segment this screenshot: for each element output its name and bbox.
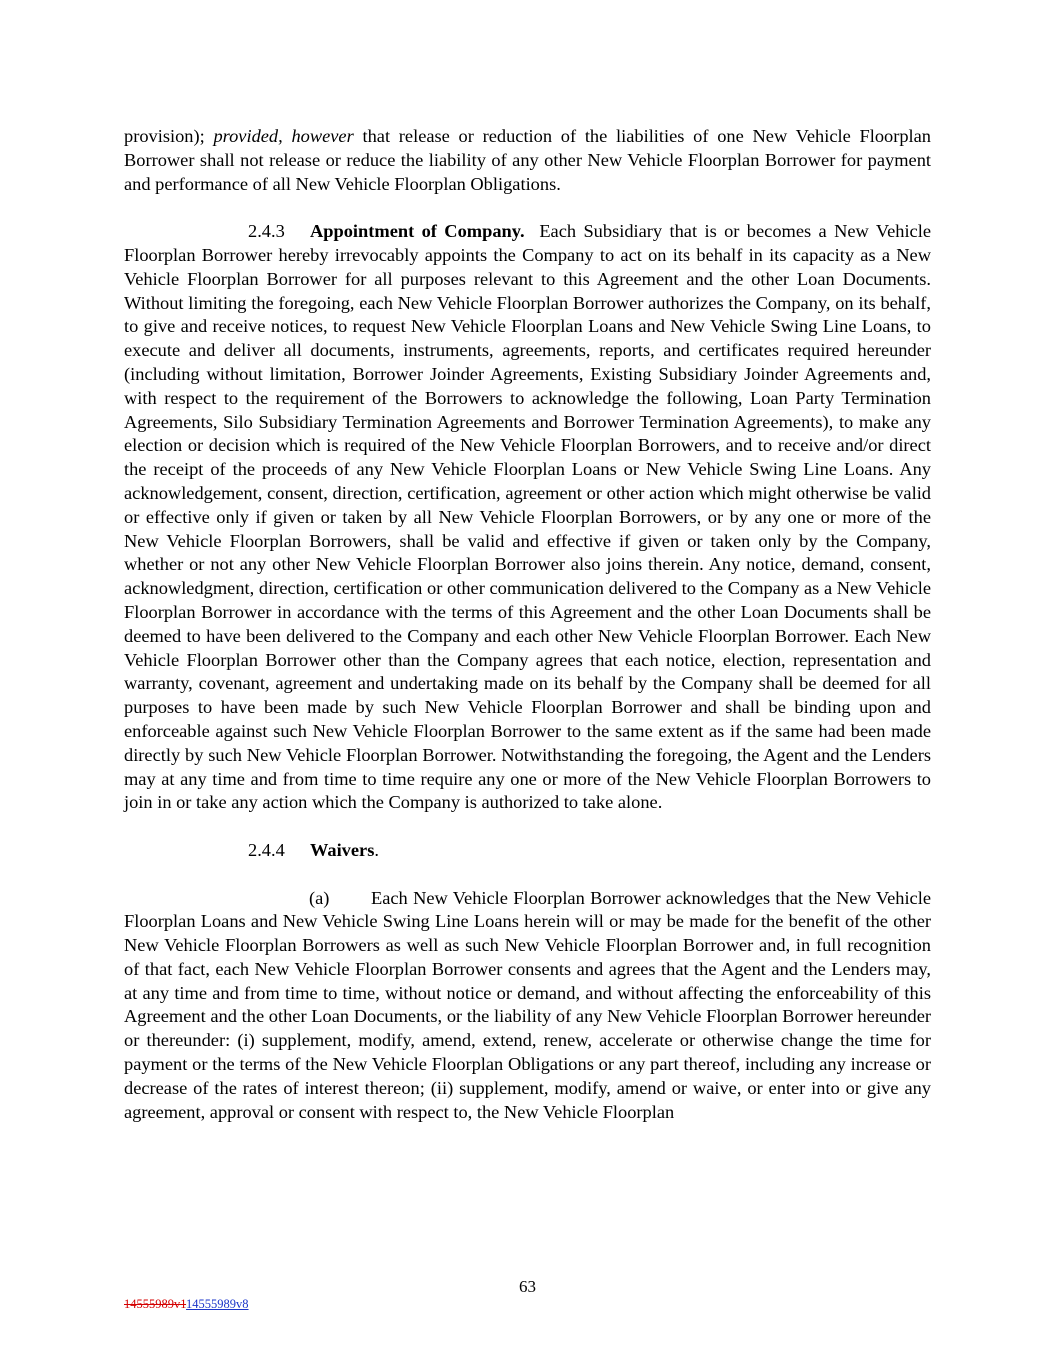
paragraph-text-post: that release or reduction of the liabilities of one New Vehicle Floorplan Borrower shall not release or reduce the liability of any other New Vehicle Floorplan Borrower for payment and performance of all New Vehicle Floorplan Obligations. <box>124 126 932 194</box>
section-number: 2.4.3 <box>248 221 285 242</box>
section-heading: Appointment of Company. <box>310 221 525 242</box>
subsection-body: Each New Vehicle Floorplan Borrower acknowledges that the New Vehicle Floorplan Loans and New Vehicle Swing Line Loans herein will or may be made for the benefit of the other New Vehicle Floorplan Borrowers as well as such New Vehicle Floorplan Borrower and, in full recognition of that fact, each New Vehicle Floorplan Borrower consents and agrees that the Agent and the Lenders may, at any time and from time to time, without notice or demand, and without affecting the enforceability of this Agreement and the other Loan Documents, or the liability of any New Vehicle Floorplan Borrower hereunder or thereunder: (i) supplement, modify, amend, extend, renew, accelerate or otherwise change the time for payment or the terms of the New Vehicle Floorplan Obligations or any part thereof, including any increase or decrease of the rates of interest thereon; (ii) supplement, modify, amend or waive, or enter into or give any agreement, approval or consent with respect to, the New Vehicle Floorplan <box>124 887 931 1122</box>
paragraph-text-pre: provision); <box>124 126 214 146</box>
section-2-4-3 <box>124 220 931 815</box>
subsection-a <box>124 887 931 1125</box>
document-id <box>124 1297 249 1312</box>
section-number: 2.4.4 <box>248 839 285 860</box>
subsection-label: (a) <box>309 887 330 908</box>
page-number: 63 <box>519 1277 536 1296</box>
paragraph-italic-proviso: provided, however <box>213 126 354 146</box>
paragraph-provision-continuation <box>124 125 931 196</box>
section-2-4-4 <box>124 839 931 863</box>
document-id-inserted: 14555989v8 <box>186 1297 249 1311</box>
section-body: Each Subsidiary that is or becomes a New Vehicle Floorplan Borrower hereby irrevocably appoints the Company to act on its behalf in its capacity as a New Vehicle Floorplan Borrower for all purposes relevant to this Agreement and the other Loan Documents. Without limiting the foregoing, each New Vehicle Floorplan Borrower authorizes the Company, on its behalf, to give and receive notices, to request New Vehicle Floorplan Loans and New Vehicle Swing Line Loans, to execute and deliver all documents, instruments, agreements, reports, and certificates required hereunder (including without limitation, Borrower Joinder Agreements, Existing Subsidiary Joinder Agreements and, with respect to the requirement of the Borrowers to acknowledge the following, Loan Party Termination Agreements, Silo Subsidiary Termination Agreements and Borrower Termination Agreements), to make any election or decision which is required of the New Vehicle Floorplan Borrowers, and to receive and/or direct the receipt of the proceeds of any New Vehicle Floorplan Loans or New Vehicle Swing Line Loans. Any acknowledgement, consent, direction, certification, agreement or other action which might otherwise be valid or effective only if given or taken by all New Vehicle Floorplan Borrowers, or by any one or more of the New Vehicle Floorplan Borrowers, shall be valid and effective if given or taken only by the Company, whether or not any other New Vehicle Floorplan Borrower also joins therein. Any notice, demand, consent, acknowledgment, direction, certification or other communication delivered to the Company as a New Vehicle Floorplan Borrower in accordance with the terms of this Agreement and the other Loan Documents shall be deemed to have been delivered to the Company and each other New Vehicle Floorplan Borrower. Each New Vehicle Floorplan Borrower other than the Company agrees that each notice, election, representation and warranty, covenant, agreement and undertaking made on its behalf by the Company shall be deemed for all purposes to have been made by such New Vehicle Floorplan Borrower and shall be binding upon and enforceable against such New Vehicle Floorplan Borrower to the same extent as if the same had been made directly by such New Vehicle Floorplan Borrower. Notwithstanding the foregoing, the Agent and the Lenders may at any time and from time to time require any one or more of the New Vehicle Floorplan Borrowers to join in or take any action which the Company is authorized to take alone. <box>124 221 931 813</box>
section-heading-period: . <box>374 839 379 860</box>
document-id-deleted: 14555989v1 <box>124 1297 187 1311</box>
document-body <box>124 125 931 1148</box>
section-heading: Waivers <box>310 839 375 860</box>
